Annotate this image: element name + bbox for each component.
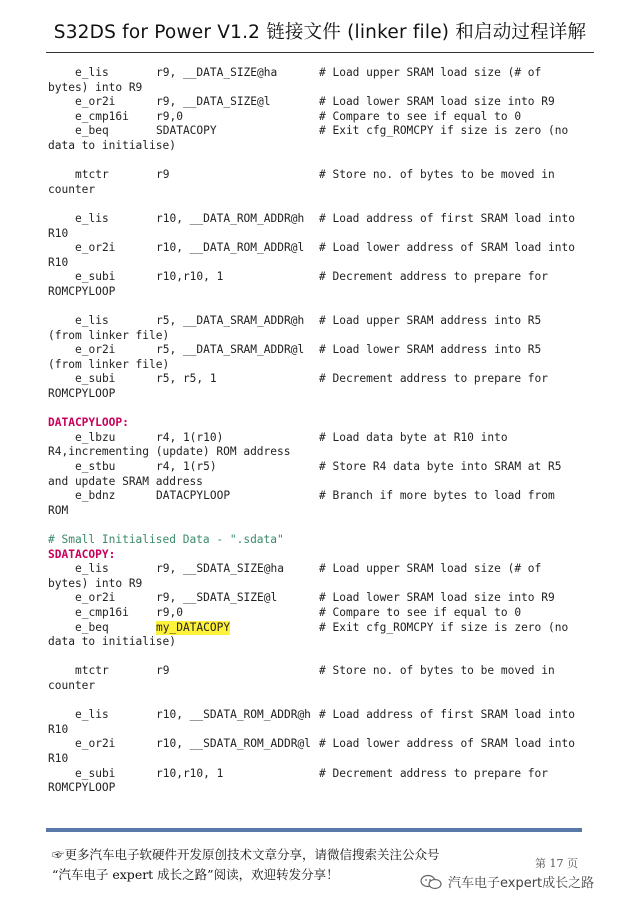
- instruction: e_subi: [75, 766, 116, 780]
- code-line: [48, 737, 608, 752]
- operand: r5, __DATA_SRAM_ADDR@h: [156, 314, 305, 328]
- instruction: e_or2i: [75, 95, 116, 109]
- operand: r10, __SDATA_ROM_ADDR@l: [156, 737, 311, 751]
- instruction: e_lis: [75, 66, 109, 79]
- code-line: [48, 110, 608, 125]
- header-divider: [46, 52, 594, 53]
- code-line: [48, 66, 608, 81]
- inline-comment: # Decrement address to prepare for: [319, 270, 549, 284]
- wrapped-line: [48, 139, 608, 154]
- wrapped-text: R10: [48, 255, 69, 269]
- code-line: [48, 606, 608, 621]
- instruction: e_cmp16i: [75, 605, 129, 619]
- inline-comment: # Load address of first SRAM load into: [319, 708, 575, 722]
- operand: r9,0: [156, 109, 183, 123]
- wrapped-line: [48, 81, 608, 96]
- wrapped-line: [48, 635, 608, 650]
- inline-comment: # Load lower SRAM load size into R9: [319, 95, 555, 109]
- inline-comment: # Load data byte at R10 into: [319, 430, 508, 444]
- wrapped-line: [48, 183, 608, 198]
- wrapped-text: ROM: [48, 503, 69, 517]
- wrapped-text: bytes) into R9: [48, 576, 143, 590]
- wrapped-line: [48, 329, 608, 344]
- operand: r10,r10, 1: [156, 270, 224, 284]
- footer-divider: [46, 828, 582, 832]
- instruction: e_beq: [75, 124, 109, 138]
- comment-text: # Small Initialised Data - ".sdata": [48, 533, 284, 546]
- inline-comment: # Compare to see if equal to 0: [319, 109, 522, 123]
- operand: SDATACOPY: [156, 124, 217, 138]
- wrapped-line: [48, 723, 608, 738]
- operand: r10, __SDATA_ROM_ADDR@h: [156, 708, 311, 722]
- code-line: [48, 431, 608, 446]
- inline-comment: # Load upper SRAM load size (# of: [319, 562, 542, 576]
- inline-comment: # Store no. of bytes to be moved in: [319, 664, 555, 678]
- wrapped-line: [48, 227, 608, 242]
- instruction: e_subi: [75, 372, 116, 386]
- code-line: [48, 241, 608, 256]
- operand: r10, __DATA_ROM_ADDR@h: [156, 211, 305, 225]
- code-listing: [48, 66, 608, 796]
- wrapped-text: ROMCPYLOOP: [48, 387, 116, 401]
- instruction: e_subi: [75, 270, 116, 284]
- blank-line: [48, 518, 608, 533]
- blank-line: [48, 650, 608, 665]
- watermark: [420, 872, 594, 891]
- code-line: [48, 314, 608, 329]
- code-line: [48, 95, 608, 110]
- page-header: [0, 0, 640, 58]
- inline-comment: # Decrement address to prepare for: [319, 372, 549, 386]
- blank-line: [48, 197, 608, 212]
- instruction: e_cmp16i: [75, 109, 129, 123]
- instruction: e_lis: [75, 314, 109, 328]
- inline-comment: # Load lower address of SRAM load into: [319, 241, 575, 255]
- wrapped-line: [48, 445, 608, 460]
- label-text: SDATACOPY:: [48, 547, 116, 561]
- instruction: e_or2i: [75, 343, 116, 357]
- wrapped-line: [48, 577, 608, 592]
- page-number: 第 17 页: [535, 857, 578, 870]
- wrapped-text: bytes) into R9: [48, 80, 143, 94]
- code-line: [48, 621, 608, 636]
- code-line: [48, 343, 608, 358]
- inline-comment: # Load upper SRAM address into R5: [319, 314, 542, 328]
- inline-comment: # Load address of first SRAM load into: [319, 211, 575, 225]
- wrapped-line: [48, 358, 608, 373]
- instruction: e_or2i: [75, 591, 116, 605]
- instruction: e_or2i: [75, 737, 116, 751]
- instruction: e_beq: [75, 620, 109, 634]
- inline-comment: # Compare to see if equal to 0: [319, 605, 522, 619]
- operand: r4, 1(r10): [156, 430, 224, 444]
- instruction: mtctr: [75, 664, 109, 678]
- wrapped-text: data to initialise): [48, 635, 176, 649]
- code-line: [48, 562, 608, 577]
- operand: r9, __DATA_SIZE@l: [156, 95, 271, 109]
- wrapped-line: [48, 679, 608, 694]
- code-line: [48, 212, 608, 227]
- operand: r10, __DATA_ROM_ADDR@l: [156, 241, 305, 255]
- instruction: e_stbu: [75, 460, 116, 474]
- page-title: S32DS for Power V1.2 链接文件 (linker file) 和启动过程详解: [53, 22, 587, 43]
- wrapped-text: R4,incrementing (update) ROM address: [48, 445, 291, 459]
- wrapped-text: counter: [48, 182, 96, 196]
- instruction: e_lis: [75, 562, 109, 576]
- footer-line-2: “汽车电子 expert 成长之路”阅读，欢迎转发分享！: [52, 867, 339, 882]
- blank-line: [48, 694, 608, 709]
- wechat-icon: [420, 874, 442, 890]
- operand: r9, __SDATA_SIZE@ha: [156, 562, 284, 576]
- instruction: e_or2i: [75, 241, 116, 255]
- wrapped-line: [48, 256, 608, 271]
- operand: r4, 1(r5): [156, 460, 217, 474]
- instruction: e_lis: [75, 211, 109, 225]
- wrapped-text: R10: [48, 722, 69, 736]
- wrapped-line: [48, 475, 608, 490]
- wrapped-text: (from linker file): [48, 328, 170, 342]
- code-label: [48, 548, 608, 563]
- wrapped-text: and update SRAM address: [48, 474, 203, 488]
- operand: r9: [156, 664, 170, 678]
- footer-line-1: ☞更多汽车电子软硬件开发原创技术文章分享，请微信搜索关注公众号: [52, 847, 440, 862]
- inline-comment: # Exit cfg_ROMCPY if size is zero (no: [319, 124, 569, 138]
- code-line: [48, 489, 608, 504]
- wrapped-line: [48, 504, 608, 519]
- inline-comment: # Store no. of bytes to be moved in: [319, 168, 555, 182]
- code-line: [48, 270, 608, 285]
- inline-comment: # Load lower address of SRAM load into: [319, 737, 575, 751]
- label-text: DATACPYLOOP:: [48, 416, 129, 430]
- code-label: [48, 416, 608, 431]
- code-line: [48, 168, 608, 183]
- code-line: [48, 708, 608, 723]
- code-line: [48, 767, 608, 782]
- wrapped-text: counter: [48, 678, 96, 692]
- wrapped-line: [48, 752, 608, 767]
- wrapped-text: R10: [48, 751, 69, 765]
- wrapped-line: [48, 285, 608, 300]
- code-line: [48, 664, 608, 679]
- instruction: mtctr: [75, 168, 109, 182]
- watermark-text: 汽车电子expert成长之路: [448, 876, 595, 891]
- operand: r9,0: [156, 605, 183, 619]
- operand: my_DATACOPY: [156, 620, 231, 634]
- operand: r9, __DATA_SIZE@ha: [156, 66, 278, 79]
- instruction: e_lis: [75, 708, 109, 722]
- operand: DATACPYLOOP: [156, 489, 231, 503]
- operand: r9: [156, 168, 170, 182]
- blank-line: [48, 402, 608, 417]
- wrapped-text: R10: [48, 226, 69, 240]
- inline-comment: # Store R4 data byte into SRAM at R5: [319, 460, 562, 474]
- code-line: [48, 124, 608, 139]
- inline-comment: # Exit cfg_ROMCPY if size is zero (no: [319, 620, 569, 634]
- operand: r9, __SDATA_SIZE@l: [156, 591, 278, 605]
- inline-comment: # Branch if more bytes to load from: [319, 489, 555, 503]
- wrapped-text: data to initialise): [48, 138, 176, 152]
- blank-line: [48, 154, 608, 169]
- code-line: [48, 591, 608, 606]
- inline-comment: # Load lower SRAM load size into R9: [319, 591, 555, 605]
- wrapped-line: [48, 781, 608, 796]
- code-line: [48, 372, 608, 387]
- operand: r5, r5, 1: [156, 372, 217, 386]
- code-line: [48, 460, 608, 475]
- inline-comment: # Load lower SRAM address into R5: [319, 343, 542, 357]
- inline-comment: # Decrement address to prepare for: [319, 766, 549, 780]
- wrapped-text: ROMCPYLOOP: [48, 284, 116, 298]
- wrapped-text: (from linker file): [48, 357, 170, 371]
- inline-comment: # Load upper SRAM load size (# of: [319, 66, 542, 79]
- section-comment: [48, 533, 608, 548]
- instruction: e_lbzu: [75, 430, 116, 444]
- instruction: e_bdnz: [75, 489, 116, 503]
- operand: r10,r10, 1: [156, 766, 224, 780]
- operand: r5, __DATA_SRAM_ADDR@l: [156, 343, 305, 357]
- wrapped-line: [48, 387, 608, 402]
- wrapped-text: ROMCPYLOOP: [48, 781, 116, 795]
- blank-line: [48, 300, 608, 315]
